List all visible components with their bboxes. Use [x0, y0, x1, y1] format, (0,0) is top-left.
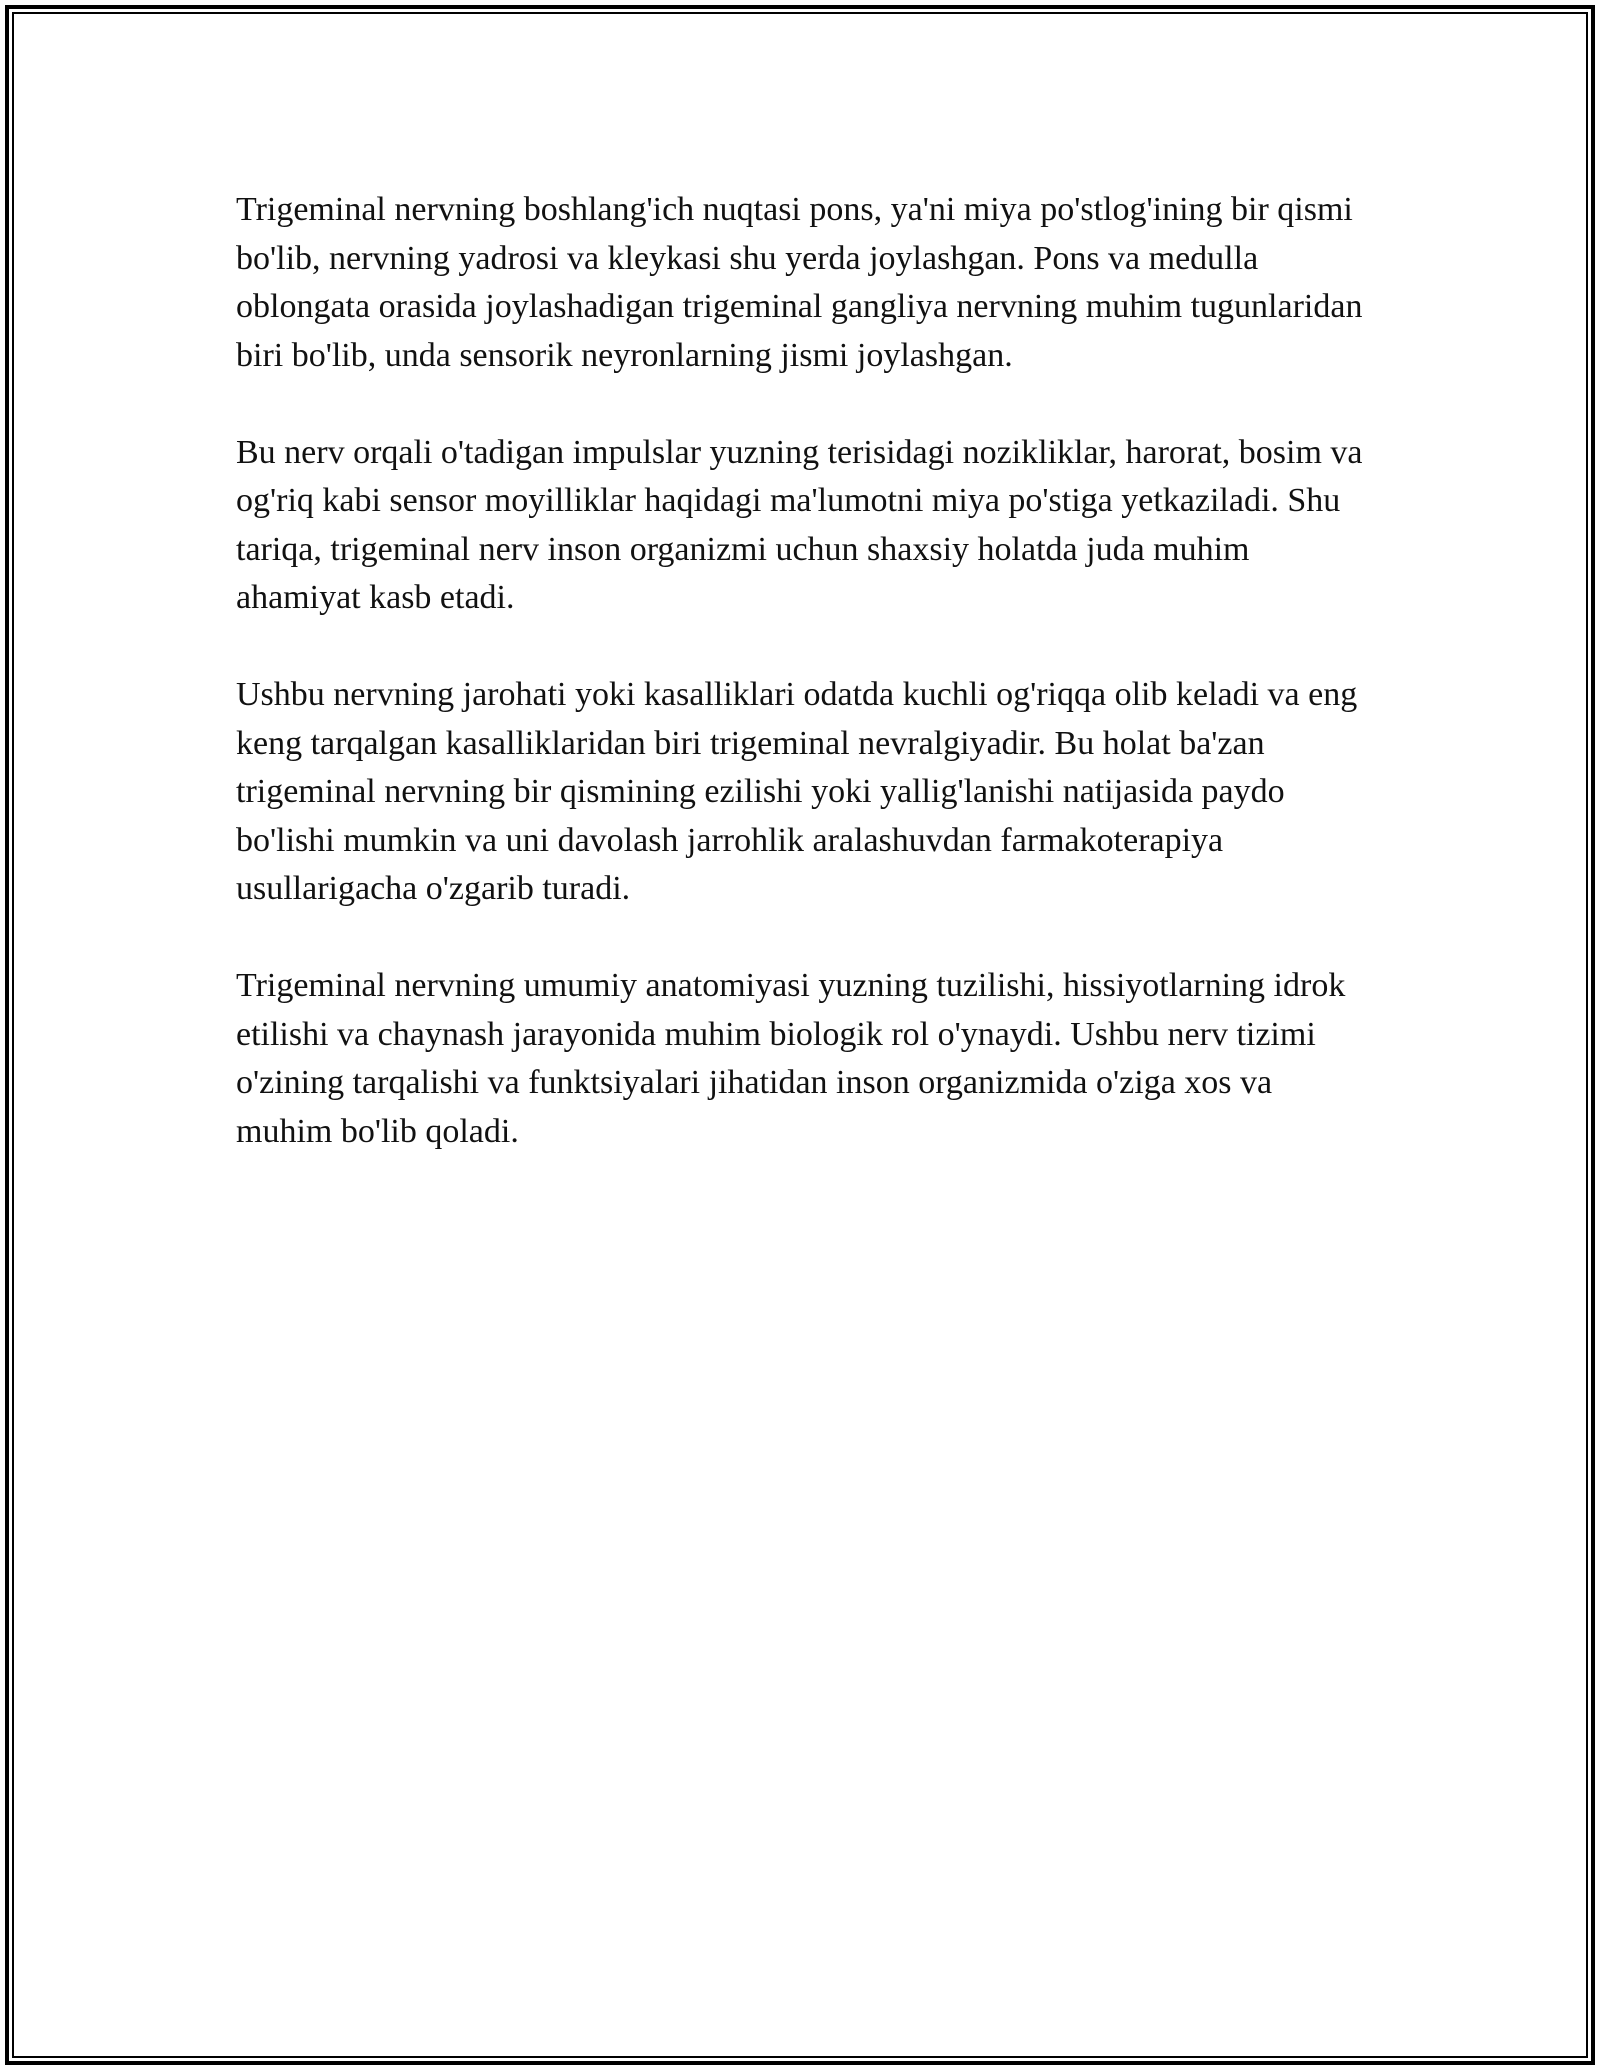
paragraph-4: Trigeminal nervning umumiy anatomiyasi yuzning tuzilishi, hissiyotlarning idrok etilishi va chaynash jarayonida muhim biologik rol o'ynaydi. Ushbu nerv tizimi o'zining tarqalishi va funktsiyalari jihatidan inson organizmida o'ziga xos va muhim bo'lib qoladi.	[236, 967, 1346, 1150]
document-body	[236, 186, 1364, 1205]
paragraph-3: Ushbu nervning jarohati yoki kasalliklari odatda kuchli og'riqqa olib keladi va eng keng tarqalgan kasalliklaridan biri trigeminal nevralgiyadir. Bu holat ba'zan trigeminal nervning bir qismining ezilishi yoki yallig'lanishi natijasida paydo bo'lishi mumkin va uni davolash jarrohlik aralashuvdan farmakoterapiya usullarigacha o'zgarib turadi.	[236, 676, 1358, 907]
paragraph-1: Trigeminal nervning boshlang'ich nuqtasi pons, ya'ni miya po'stlog'ining bir qismi bo'lib, nervning yadrosi va kleykasi shu yerda joylashgan. Pons va medulla oblongata orasida joylashadigan trigeminal gangliya nervning muhim tugunlaridan biri bo'lib, unda sensorik neyronlarning jismi joylashgan.	[236, 191, 1363, 374]
paragraph-2: Bu nerv orqali o'tadigan impulslar yuzning terisidagi nozikliklar, harorat, bosim va og'riq kabi sensor moyilliklar haqidagi ma'lumotni miya po'stiga yetkaziladi. Shu tariqa, trigeminal nerv inson organizmi uchun shaxsiy holatda juda muhim ahamiyat kasb etadi.	[236, 433, 1363, 616]
